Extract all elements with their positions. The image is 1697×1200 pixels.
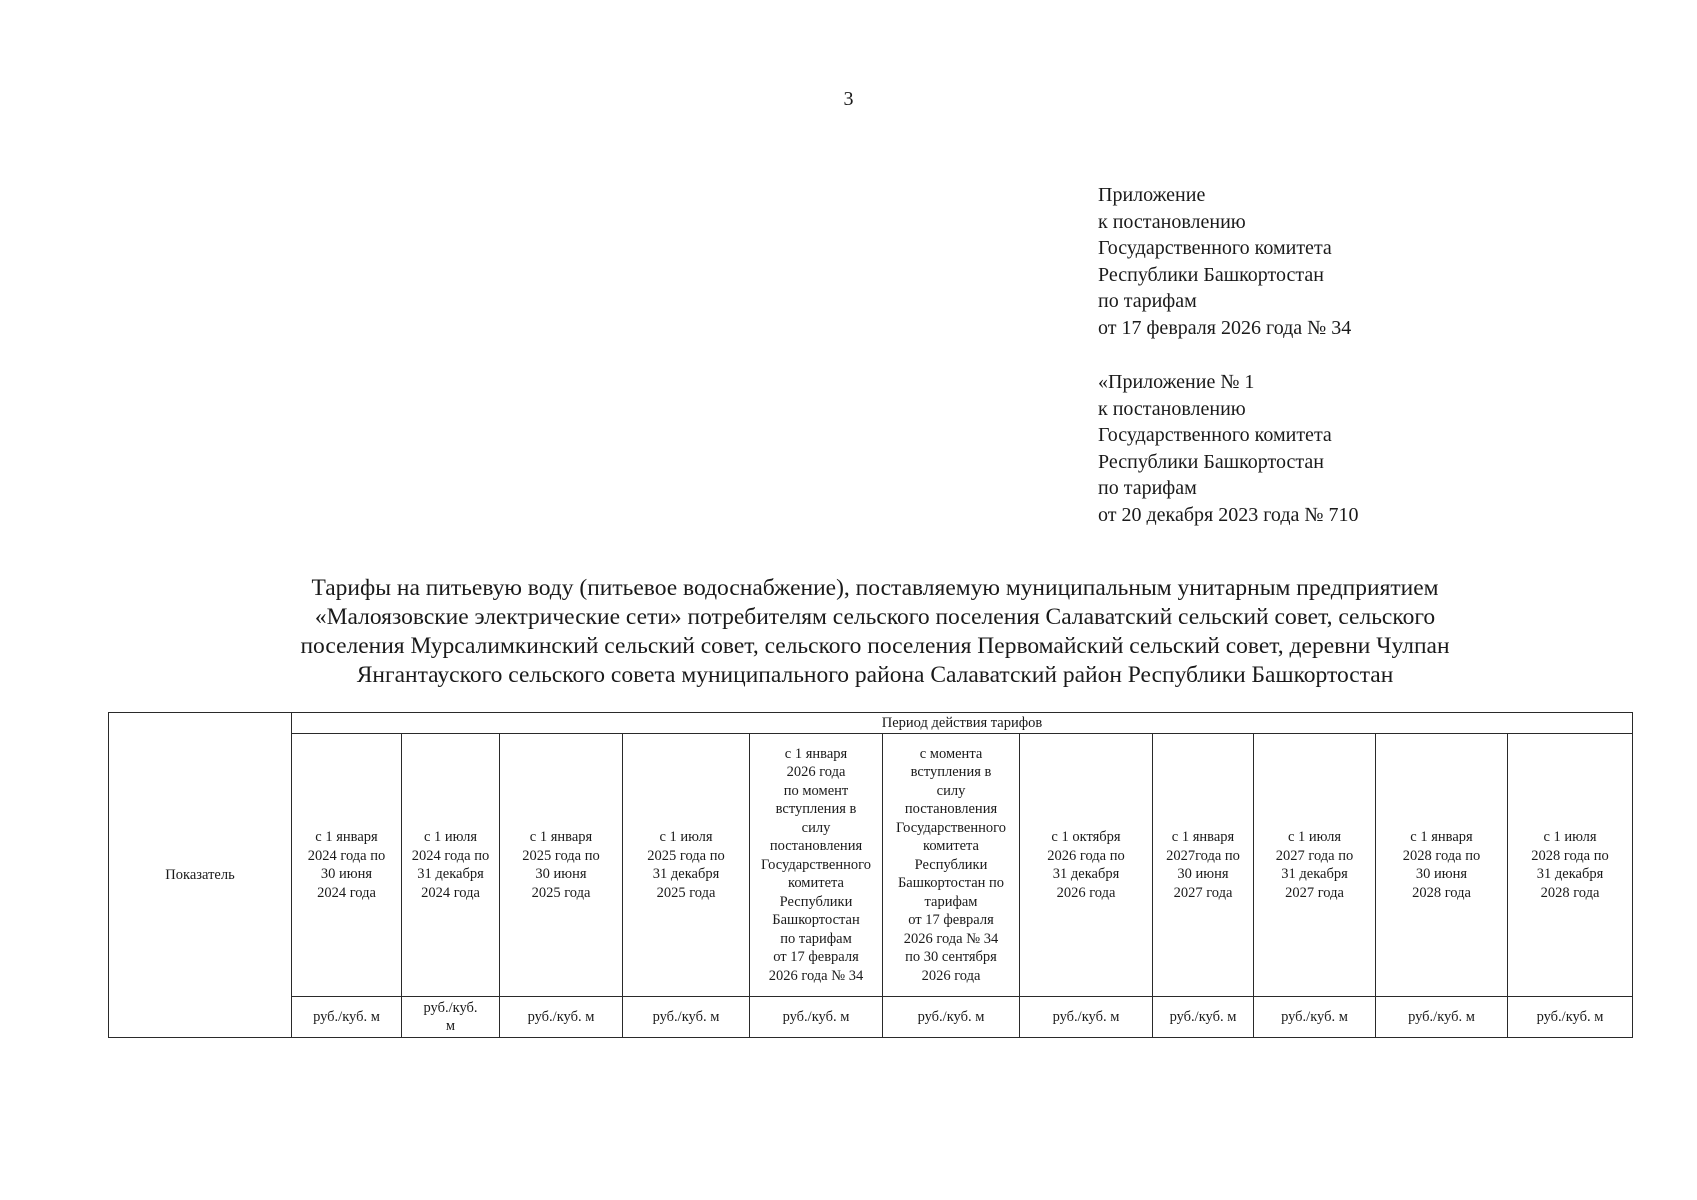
cell-line: с 1 января [1410, 829, 1473, 845]
unit-cell [883, 997, 1020, 1038]
cell-line: 2028 года [1412, 884, 1471, 901]
unit-cell [750, 997, 883, 1038]
cell-line: м [445, 1018, 456, 1034]
cell-line: вступления в [910, 764, 992, 781]
cell-line: 2026 года [1056, 884, 1116, 901]
cell-line: 31 декабря [1281, 866, 1348, 882]
cell-line: постановления [904, 801, 998, 818]
title-line: поселения Мурсалимкинский сельский совет, сельского поселения Первомайский сельский совет, деревни Чулпан [300, 633, 1450, 659]
cell-line: комитета [788, 875, 844, 892]
cell-line: 31 декабря [652, 866, 720, 882]
cell-line: руб./куб. м [527, 1008, 595, 1025]
cell-line: руб./куб. м [782, 1008, 850, 1025]
cell-line: 2025 года [656, 884, 716, 901]
period-cell [883, 734, 1020, 997]
unit-cell [500, 997, 623, 1038]
appendix-line: Государственного комитета [1098, 237, 1332, 259]
appendix-line: по тарифам [1098, 477, 1197, 499]
cell-line: с 1 июля [423, 829, 478, 845]
cell-line: с 1 июля [659, 829, 713, 845]
appendix-line: от 20 декабря 2023 года № 710 [1098, 503, 1359, 526]
unit-cell [1508, 997, 1633, 1038]
cell-line: Башкортостан [772, 912, 860, 929]
cell-line: 30 июня [1177, 866, 1229, 882]
page-number: 3 [843, 88, 854, 110]
cell-line: 2025 года по [647, 847, 725, 864]
cell-line: руб./куб. м [1536, 1008, 1604, 1025]
indicator-header: Показатель [109, 713, 292, 1038]
document-title [150, 574, 1600, 690]
appendix-line: к постановлению [1098, 210, 1246, 233]
cell-line: 2027года по [1166, 847, 1240, 864]
appendix-line: Государственного комитета [1098, 424, 1332, 446]
unit-cell [1254, 997, 1376, 1038]
cell-line: с 1 июля [1287, 829, 1342, 845]
period-cell [1254, 734, 1376, 997]
unit-cell [1153, 997, 1254, 1038]
cell-line: 2026 года № 34 [903, 930, 999, 947]
cell-line: с 1 октября [1051, 829, 1121, 845]
cell-line: руб./куб. м [1052, 1008, 1120, 1025]
cell-line: Государственного [896, 819, 1006, 836]
appendix-line: к постановлению [1098, 397, 1246, 420]
cell-line: 31 декабря [417, 866, 484, 882]
cell-line: 30 июня [1415, 866, 1468, 882]
appendix-reference-original [1098, 369, 1358, 528]
cell-line: Республики [914, 856, 988, 873]
period-dates-row [109, 734, 1633, 997]
cell-line: с момента [919, 745, 983, 762]
appendix-line: от 17 февраля 2026 года № 34 [1098, 316, 1352, 339]
appendix-line: по тарифам [1098, 290, 1197, 312]
cell-line: с 1 января [315, 829, 378, 845]
title-line: Янгантауского сельского совета муниципального района Салаватский район Республики Башкортостан [356, 662, 1394, 688]
cell-line: 2024 года по [411, 847, 490, 864]
cell-line: 2026 года по [1047, 847, 1125, 864]
cell-line: 2024 года [421, 884, 480, 901]
period-cell [1020, 734, 1153, 997]
cell-line: от 17 февраля [908, 912, 994, 929]
cell-line: комитета [923, 838, 979, 855]
appendix-line: Республики Башкортостан [1098, 263, 1324, 286]
period-cell [750, 734, 883, 997]
unit-cell [1020, 997, 1153, 1038]
cell-line: Республики [779, 893, 853, 910]
period-cell [1508, 734, 1633, 997]
period-header-row [109, 713, 1633, 734]
appendix-line: «Приложение № 1 [1098, 371, 1255, 393]
unit-cell [402, 997, 500, 1038]
cell-line: по момент [783, 782, 849, 799]
cell-line: по тарифам [780, 930, 852, 947]
cell-line: 31 декабря [1052, 866, 1120, 882]
cell-line: Государственного [761, 856, 871, 873]
cell-line: руб./куб. м [917, 1008, 985, 1025]
cell-line: руб./куб. м [1169, 1008, 1237, 1025]
period-cell [1153, 734, 1254, 997]
unit-cell [1376, 997, 1508, 1038]
cell-line: силу [936, 782, 966, 799]
cell-line: руб./куб. м [313, 1008, 380, 1025]
cell-line: с 1 января [529, 829, 593, 845]
cell-line: с 1 января [1171, 829, 1235, 845]
cell-line: вступления в [775, 801, 857, 818]
cell-line: руб./куб. м [652, 1008, 720, 1025]
cell-line: 2026 года [921, 967, 981, 984]
period-cell [292, 734, 402, 997]
cell-line: 2024 года [317, 884, 376, 901]
cell-line: 2027 года [1285, 884, 1344, 901]
appendix-line: Республики Башкортостан [1098, 450, 1324, 473]
cell-line: 2028 года по [1531, 847, 1609, 864]
period-cell [1376, 734, 1508, 997]
title-line: «Малоязовские электрические сети» потребителям сельского поселения Салаватский сельский совет, сельского [314, 604, 1436, 630]
cell-line: 2028 года [1540, 884, 1600, 901]
cell-line: 2025 года по [522, 847, 600, 864]
appendix-line: Приложение [1098, 184, 1206, 206]
cell-line: руб./куб. м [1281, 1008, 1348, 1025]
cell-line: 2024 года по [307, 847, 386, 864]
cell-line: с 1 июля [1543, 829, 1597, 845]
cell-line: тарифам [924, 893, 978, 910]
tariffs-table [108, 712, 1633, 1038]
appendix-reference-current [1098, 182, 1351, 341]
title-line: Тарифы на питьевую воду (питьевое водоснабжение), поставляемую муниципальным унитарным предприятием [311, 575, 1439, 601]
cell-line: 30 июня [320, 866, 373, 882]
cell-line: 2027 года по [1275, 847, 1354, 864]
cell-line: по 30 сентября [905, 949, 997, 966]
period-cell [402, 734, 500, 997]
cell-line: постановления [769, 838, 863, 855]
cell-line: 30 июня [535, 866, 587, 882]
cell-line: 2025 года [531, 884, 591, 901]
cell-line: Башкортостан по [897, 875, 1005, 892]
period-cell [500, 734, 623, 997]
unit-cell [623, 997, 750, 1038]
cell-line: руб./куб. [423, 999, 478, 1016]
cell-line: с 1 января [784, 745, 848, 762]
cell-line: от 17 февраля [773, 949, 859, 966]
cell-line: 2026 года № 34 [768, 967, 864, 984]
cell-line: 2027 года [1173, 884, 1233, 901]
period-header: Период действия тарифов [292, 713, 1633, 734]
unit-cell [292, 997, 402, 1038]
period-cell [623, 734, 750, 997]
cell-line: 2028 года по [1402, 847, 1481, 864]
cell-line: руб./куб. м [1408, 1008, 1475, 1025]
units-row [109, 997, 1633, 1038]
cell-line: 31 декабря [1536, 866, 1604, 882]
cell-line: 2026 года [786, 764, 846, 781]
cell-line: силу [801, 819, 831, 836]
